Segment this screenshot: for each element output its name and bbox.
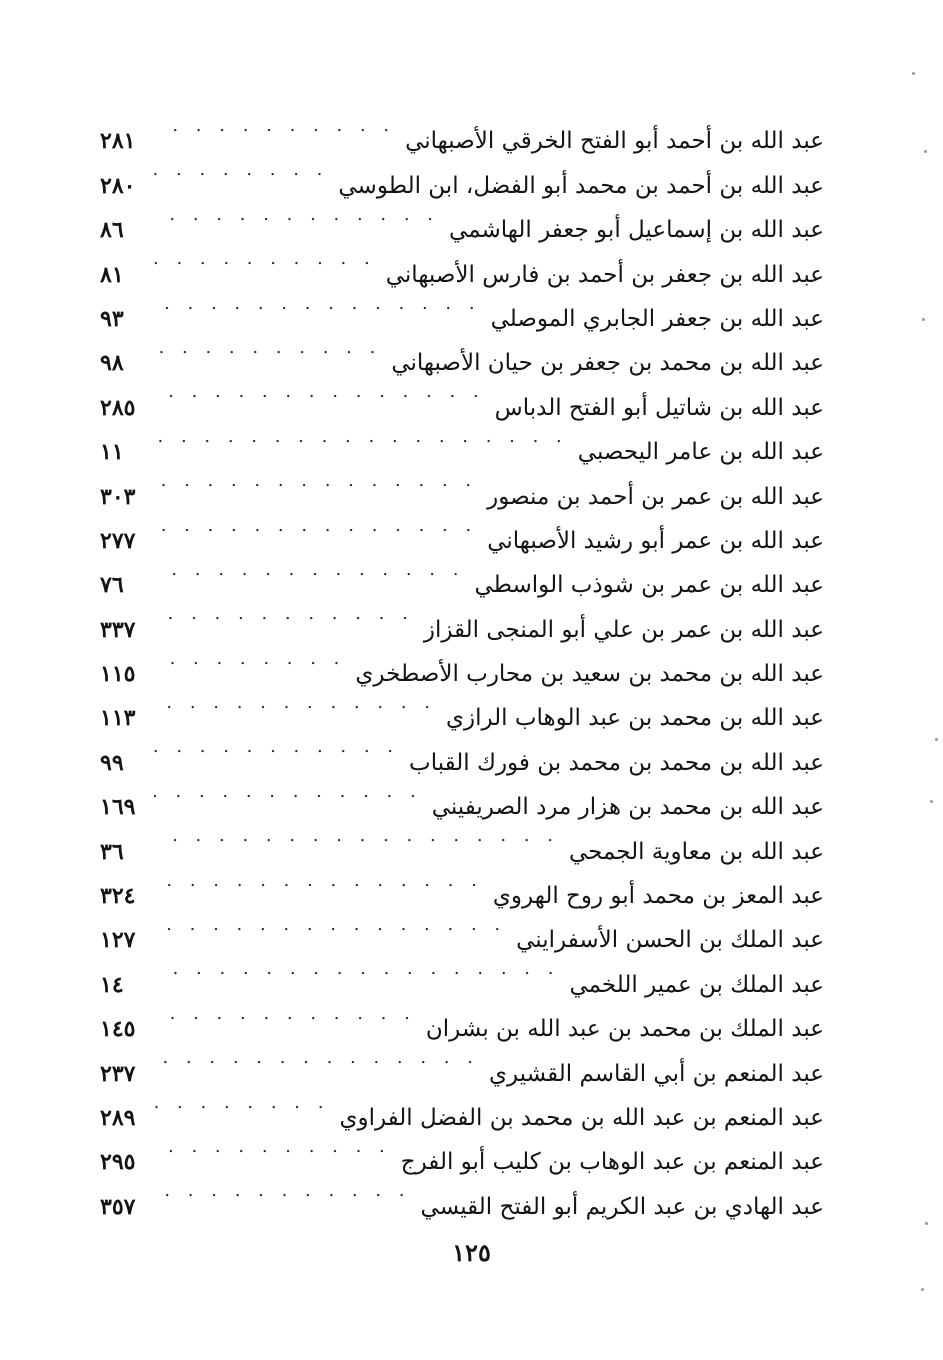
- entry-page-number: ٣٢٤: [100, 883, 136, 910]
- scan-speck: [935, 738, 938, 741]
- entry-page-number: ٣٠٣: [100, 483, 136, 510]
- entry-name: عبد الله بن محمد بن محمد بن فورك القباب: [409, 749, 824, 776]
- entry-page-number: ٨٦: [100, 217, 124, 244]
- entry-name: عبد الله بن معاوية الجمحي: [568, 838, 824, 865]
- entry-name: عبد الملك بن محمد بن عبد الله بن بشران: [425, 1016, 824, 1043]
- dot-leader: [154, 725, 399, 769]
- entry-name: عبد الله بن عمر أبو رشيد الأصبهاني: [487, 527, 824, 554]
- entry-page-number: ٩٣: [100, 305, 124, 332]
- dot-leader: [154, 282, 481, 326]
- scan-speck: [912, 72, 915, 75]
- dot-leader: [154, 370, 485, 414]
- entry-page-number: ٨١: [100, 261, 124, 288]
- entry-page-number: ١٦٩: [100, 794, 136, 821]
- dot-leader: [154, 992, 416, 1036]
- entry-name: عبد الملك بن عمير اللخمي: [569, 971, 824, 998]
- dot-leader: [154, 903, 506, 947]
- entry-page-number: ٢٨١: [100, 128, 136, 155]
- dot-leader: [154, 504, 477, 548]
- entry-page-number: ٢٨٥: [100, 394, 136, 421]
- dot-leader: [154, 459, 477, 503]
- scan-speck: [921, 1288, 924, 1291]
- entry-name: عبد الله بن جعفر الجابري الموصلي: [490, 305, 824, 332]
- entry-name: عبد الله بن جعفر بن أحمد بن فارس الأصبهاني: [385, 261, 824, 288]
- entry-name: عبد المنعم بن عبد الله بن محمد بن الفضل الفراوي: [339, 1105, 824, 1131]
- entry-page-number: ٩٩: [100, 749, 124, 776]
- dot-leader: [154, 770, 422, 814]
- dot-leader: [154, 548, 464, 592]
- entry-name: عبد الله بن محمد بن سعيد بن محارب الأصطخري: [355, 661, 824, 688]
- entry-page-number: ١٢٧: [100, 927, 136, 954]
- entry-name: عبد الهادي بن عبد الكريم أبو الفتح القيسي: [420, 1193, 824, 1220]
- entry-page-number: ٣٥٧: [100, 1193, 136, 1220]
- scan-speck: [925, 1222, 928, 1225]
- entry-name: عبد الله بن محمد بن هزار مرد الصريفيني: [431, 794, 824, 821]
- entry-name: عبد الله بن عمر بن علي أبو المنجى القزاز: [423, 616, 824, 643]
- entry-page-number: ٢٧٧: [100, 527, 136, 554]
- dot-leader: [154, 1125, 391, 1169]
- entry-name: عبد المعز بن محمد أبو روح الهروي: [492, 883, 824, 910]
- entry-name: عبد الله بن أحمد أبو الفتح الخرقي الأصبهاني: [405, 128, 824, 155]
- dot-leader: [154, 814, 559, 858]
- dot-leader: [154, 193, 439, 237]
- entry-name: عبد المنعم بن عبد الوهاب بن كليب أبو الفرج: [400, 1149, 824, 1176]
- entry-page-number: ٣٦: [100, 838, 124, 865]
- entry-name: عبد الله بن عمر بن أحمد بن منصور: [487, 483, 824, 510]
- entry-name: عبد الملك بن الحسن الأسفرايني: [516, 927, 824, 954]
- dot-leader: [154, 859, 483, 903]
- dot-leader: [154, 1036, 479, 1080]
- entry-name: عبد الله بن محمد بن عبد الوهاب الرازي: [445, 705, 824, 732]
- entry-page-number: ١١٣: [100, 705, 136, 732]
- dot-leader: [154, 1169, 411, 1213]
- entry-page-number: ٧٦: [100, 572, 124, 599]
- dot-leader: [154, 637, 345, 681]
- entry-name: عبد الله بن شاتيل أبو الفتح الدباس: [494, 394, 824, 421]
- entry-page-number: ١١: [100, 439, 124, 466]
- dot-leader: [154, 326, 381, 370]
- dot-leader: [154, 681, 436, 725]
- scan-speck: [924, 150, 927, 153]
- entry-name: عبد الله بن إسماعيل أبو جعفر الهاشمي: [449, 217, 824, 244]
- entry-page-number: ١٤٥: [100, 1016, 136, 1043]
- entry-page-number: ٣٣٧: [100, 616, 136, 643]
- page-number: ١٢٥: [452, 1238, 491, 1267]
- entry-page-number: ١١٥: [100, 661, 136, 688]
- entry-name: عبد الله بن محمد بن جعفر بن حيان الأصبهاني: [391, 350, 824, 377]
- dot-leader: [154, 415, 568, 459]
- entry-page-number: ٢٨٩: [100, 1105, 136, 1131]
- entry-page-number: ٢٣٧: [100, 1060, 136, 1087]
- entry-name: عبد الله بن أحمد بن محمد أبو الفضل، ابن الطوسي: [338, 172, 824, 199]
- dot-leader: [154, 104, 395, 148]
- index-entry: [100, 104, 824, 155]
- entry-page-number: ١٤: [100, 971, 124, 998]
- entry-page-number: ٩٨: [100, 350, 124, 377]
- entry-page-number: ٢٨٠: [100, 172, 136, 199]
- scan-speck: [922, 318, 925, 321]
- scan-speck: [930, 800, 933, 803]
- entry-name: عبد الله بن عمر بن شوذب الواسطي: [474, 572, 824, 599]
- entry-name: عبد الله بن عامر اليحصبي: [577, 439, 824, 466]
- entry-page-number: ٢٩٥: [100, 1149, 136, 1176]
- dot-leader: [154, 592, 414, 636]
- dot-leader: [154, 237, 376, 281]
- dot-leader: [154, 1081, 329, 1125]
- dot-leader: [154, 947, 559, 991]
- index-entry-list: [100, 104, 824, 1220]
- dot-leader: [154, 148, 328, 192]
- entry-name: عبد المنعم بن أبي القاسم القشيري: [488, 1060, 824, 1087]
